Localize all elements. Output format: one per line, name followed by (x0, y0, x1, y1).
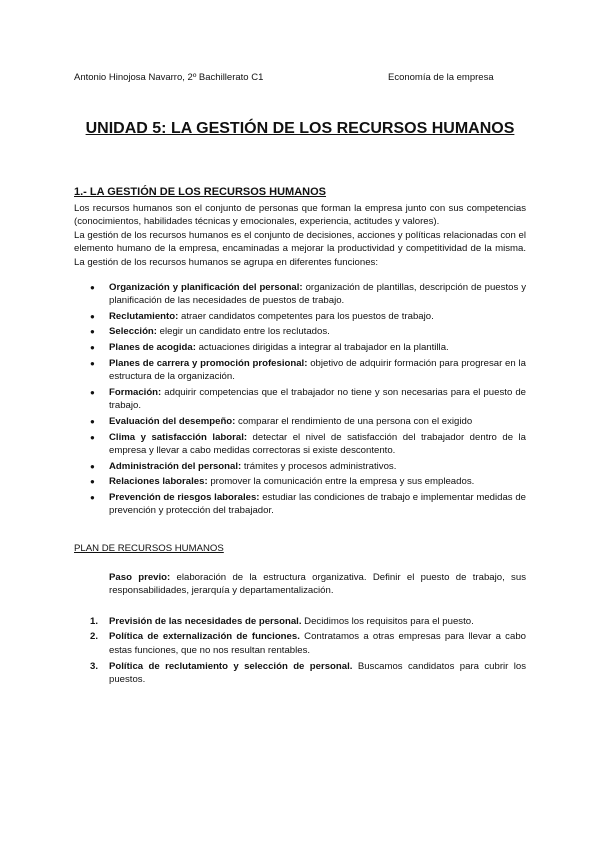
list-item (74, 415, 526, 429)
list-item (74, 460, 526, 474)
item-text: comparar el rendimiento de una persona con el exigido (235, 415, 473, 427)
list-item (74, 386, 526, 413)
list-item (74, 357, 526, 384)
item-term: Organización y planificación del personal: (109, 281, 303, 293)
item-text: atraer candidatos competentes para los puestos de trabajo. (178, 310, 434, 322)
item-text: organización de plantillas, descripción de puestos y planificación de las necesidades de puestos de trabajo. (109, 281, 526, 307)
step-number: 1. (90, 615, 99, 627)
item-term: Planes de acogida: (109, 341, 196, 353)
item-term: Relaciones laborales: (109, 476, 208, 488)
bullet-icon: ● (90, 282, 95, 292)
section-heading: 1.- LA GESTIÓN DE LOS RECURSOS HUMANOS (74, 186, 327, 198)
step-term: Previsión de las necesidades de personal. (109, 615, 302, 627)
bullet-icon: ● (90, 477, 95, 487)
bullet-icon: ● (90, 461, 95, 471)
bullet-icon: ● (90, 416, 95, 426)
paragraph-recursos-humanos: Los recursos humanos son el conjunto de personas que forman la empresa junto con sus competencias (conocimientos, habilidades técnicas y emocionales, experiencia, actitudes y valores). (74, 202, 526, 228)
bullet-icon: ● (90, 358, 95, 368)
header-author: Antonio Hinojosa Navarro, 2º Bachillerato C1 (74, 72, 264, 83)
step-number: 2. (90, 631, 99, 643)
step-text: Decidimos los requisitos para el puesto. (301, 615, 474, 627)
item-text: detectar el nivel de satisfacción del trabajador dentro de la empresa y llevar a cabo medidas correctoras si existe descontento. (109, 431, 527, 457)
list-item (74, 281, 526, 308)
list-item (74, 341, 526, 355)
bullet-icon: ● (90, 432, 95, 442)
bullet-icon: ● (90, 387, 95, 397)
bullet-icon: ● (90, 492, 95, 502)
list-item (74, 475, 526, 489)
item-term: Reclutamiento: (109, 310, 179, 322)
step-text: Contratamos a otras empresas para llevar a cabo estas funciones, que no nos resultan rentables. (109, 631, 526, 657)
item-text: promover la comunicación entre la empresa y sus empleados. (207, 476, 475, 488)
list-item (74, 615, 526, 629)
item-term: Clima y satisfacción laboral: (109, 431, 248, 443)
paragraph-gestion: La gestión de los recursos humanos es el conjunto de decisiones, acciones y políticas relacionadas con el elemento humano de la empresa, encaminadas a mejorar la productividad y competitividad de la misma. La gestión de los recursos humanos se agrupa en diferentes funciones: (74, 229, 526, 268)
step-number: 3. (90, 660, 99, 672)
step-text: Buscamos candidatos para cubrir los puestos. (109, 660, 526, 686)
paso-previo (109, 571, 526, 598)
step-term: Política de externalización de funciones. (109, 631, 300, 643)
paso-term: Paso previo: (109, 571, 171, 583)
item-text: elegir un candidato entre los reclutados. (157, 326, 330, 338)
bullet-icon: ● (90, 311, 95, 321)
step-term: Política de reclutamiento y selección de personal. (109, 660, 353, 672)
unit-title: UNIDAD 5: LA GESTIÓN DE LOS RECURSOS HUMANOS (85, 120, 515, 137)
item-term: Prevención de riesgos laborales: (109, 491, 260, 503)
list-item (74, 431, 526, 458)
list-item (74, 310, 526, 324)
item-text: adquirir competencias que el trabajador no tiene y son necesarias para el puesto de trabajo. (109, 386, 526, 412)
item-term: Administración del personal: (109, 460, 242, 472)
plan-steps-list (74, 615, 526, 687)
list-item (74, 660, 526, 687)
item-text: estudiar las condiciones de trabajo e implementar medidas de prevención y protección del trabajador. (109, 491, 526, 517)
plan-heading: PLAN DE RECURSOS HUMANOS (74, 543, 224, 555)
list-item (74, 630, 526, 657)
header-subject: Economía de la empresa (388, 72, 494, 83)
document-body (74, 186, 526, 689)
bullet-icon: ● (90, 342, 95, 352)
item-term: Evaluación del desempeño: (109, 415, 236, 427)
list-item (74, 325, 526, 339)
functions-list (74, 281, 526, 519)
item-text: trámites y procesos administrativos. (241, 460, 397, 472)
list-item (74, 491, 526, 518)
item-text: actuaciones dirigidas a integrar al trabajador en la plantilla. (195, 341, 449, 353)
item-term: Selección: (109, 326, 157, 338)
paso-text: elaboración de la estructura organizativa. Definir el puesto de trabajo, sus responsabilidades, jerarquía y departamentalización. (109, 571, 526, 597)
bullet-icon: ● (90, 327, 95, 337)
item-term: Planes de carrera y promoción profesional: (109, 357, 308, 369)
item-term: Formación: (109, 386, 162, 398)
item-text: objetivo de adquirir formación para progresar en la estructura de la organización. (109, 357, 526, 383)
